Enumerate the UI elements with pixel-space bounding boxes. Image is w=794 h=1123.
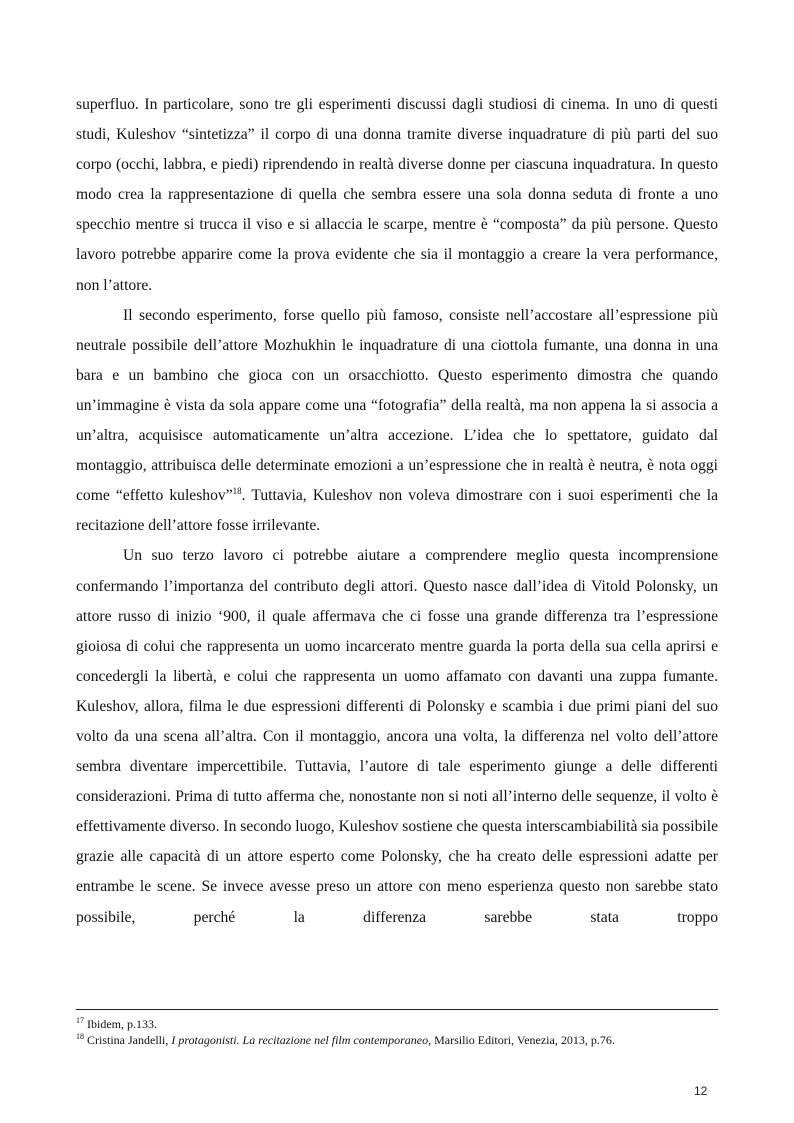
paragraph-2-text: Il secondo esperimento, forse quello più famoso, consiste nell’accostare all’espressione più neutrale possibile dell’attore Mozhukhin le inquadrature di una ciottola fumante, una donna in una bara e un bambino che gioca con un orsacchiotto. Questo esperimento dimostra che quando un’immagine è vista da sola appare come una “fotografia” della realtà, ma non appena la si associa a un’altra, acquisisce automaticamente un’altra accezione. L’idea che lo spettatore, guidato dal montaggio, attribuisca delle determinate emozioni a un’espressione che in realtà è neutra, è nota oggi come “effetto kuleshov”: [76, 306, 718, 505]
footnote-18: [76, 1032, 718, 1048]
paragraph-2: [76, 301, 718, 542]
page-number: 12: [694, 1084, 708, 1098]
footnote-17: [76, 1016, 718, 1032]
footnote-number: 18: [76, 1032, 84, 1041]
footnote-separator: [76, 1009, 718, 1010]
footnote-book-title: I protagonisti. La recitazione nel film contemporaneo: [171, 1033, 429, 1047]
paragraph-2-text-continued: . Tuttavia, Kuleshov non voleva dimostrare con i suoi esperimenti che la recitazione dell’attore fosse irrilevante.: [76, 487, 719, 535]
footnote-reference-18[interactable]: 18: [232, 486, 242, 497]
paragraph-1: superfluo. In particolare, sono tre gli esperimenti discussi dagli studiosi di cinema. In uno di questi studi, Kuleshov “sintetizza” il corpo di una donna tramite diverse inquadrature di più parti del suo corpo (occhi, labbra, e piedi) riprendendo in realtà diverse donne per ciascuna inquadratura. In questo modo crea la rappresentazione di quella che sembra essere una sola donna seduta di fronte a uno specchio mentre si trucca il viso e si allaccia le scarpe, mentre è “composta” da più persone. Questo lavoro potrebbe apparire come la prova evidente che sia il montaggio a creare la vera performance, non l’attore.: [76, 96, 718, 294]
footnote-author: Cristina Jandelli,: [87, 1033, 172, 1047]
footnote-number: 17: [76, 1016, 84, 1025]
footnotes: [76, 1016, 718, 1048]
footnote-text: Ibidem, p.133.: [87, 1017, 157, 1031]
body-text: [76, 90, 718, 933]
paragraph-3: Un suo terzo lavoro ci potrebbe aiutare a comprendere meglio questa incomprensione confermando l’importanza del contributo degli attori. Questo nasce dall’idea di Vitold Polonsky, un attore russo di inizio ‘900, il quale affermava che ci fosse una grande differenza tra l’espressione gioiosa di colui che rappresenta un uomo incarcerato mentre guarda la porta della sua cella aprirsi e concedergli la libertà, e colui che rappresenta un uomo affamato con davanti una zuppa fumante. Kuleshov, allora, filma le due espressioni differenti di Polonsky e scambia i due primi piani del suo volto da una scena all’altra. Con il montaggio, ancora una volta, la differenza nel volto dell’attore sembra diventare impercettibile. Tuttavia, l’autore di tale esperimento giunge a delle differenti considerazioni. Prima di tutto afferma che, nonostante non si noti all’interno delle sequenze, il volto è effettivamente diverso. In secondo luogo, Kuleshov sostiene che questa interscambiabilità sia possibile grazie alle capacità di un attore esperto come Polonsky, che ha creato delle espressioni adatte per entrambe le scene. Se invece avesse preso un attore con meno esperienza questo non sarebbe stato possibile, perché la differenza sarebbe stata troppo: [76, 547, 718, 926]
footnote-publication: , Marsilio Editori, Venezia, 2013, p.76.: [428, 1033, 615, 1047]
